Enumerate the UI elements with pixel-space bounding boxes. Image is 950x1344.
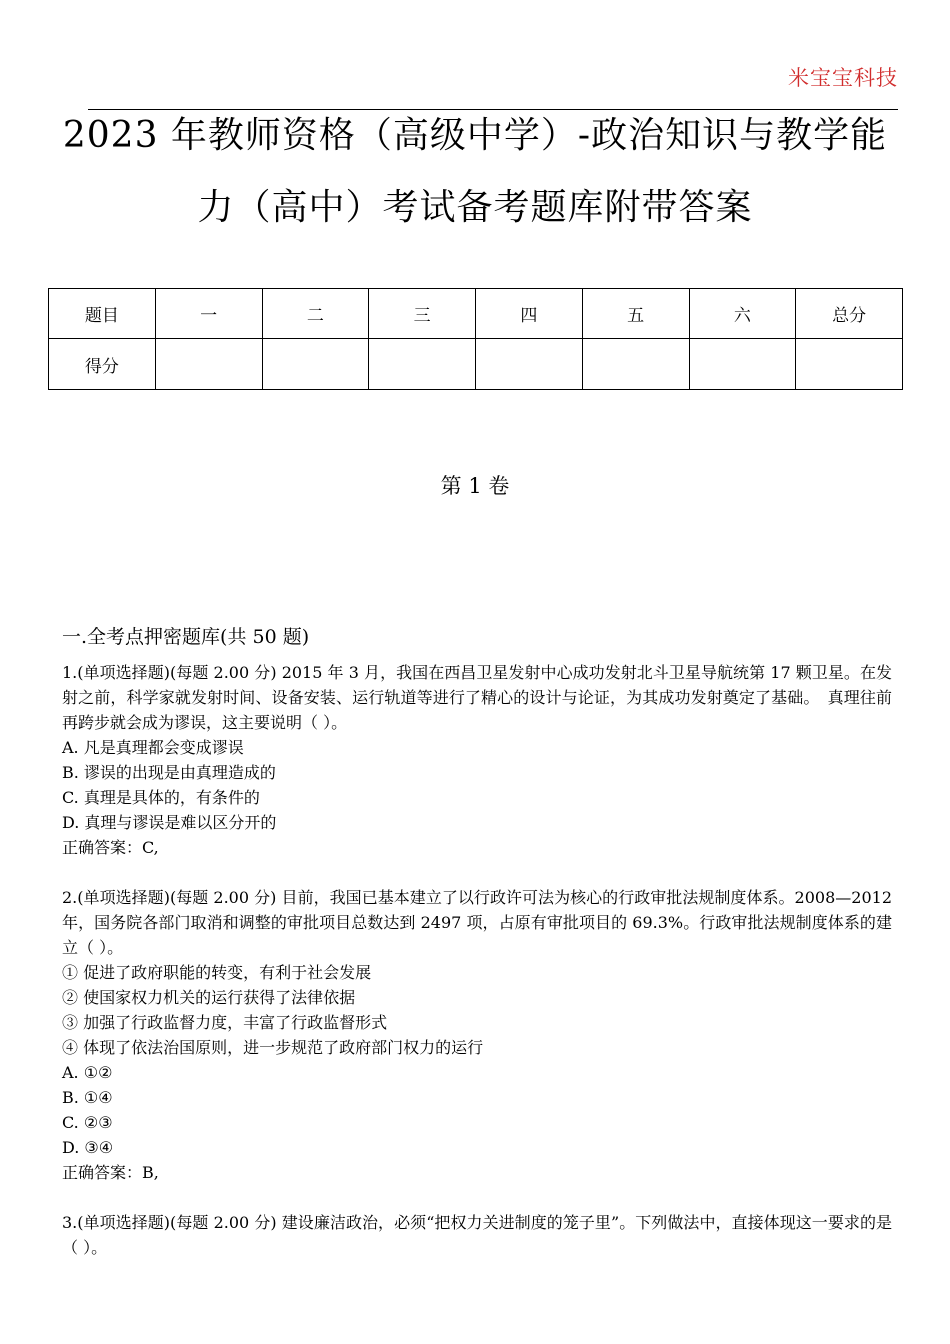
score-table-header-cell: 五 — [582, 289, 689, 339]
score-cell — [796, 339, 903, 390]
question-item — [62, 660, 892, 860]
volume-heading: 第 1 卷 — [440, 474, 510, 498]
page-title-line-2: 力（高中）考试备考题库附带答案 — [197, 187, 753, 228]
option-item: B. ①④ — [62, 1088, 113, 1107]
score-table — [48, 288, 903, 390]
score-table-header-row — [49, 289, 903, 339]
header-rule — [88, 109, 898, 110]
score-table-header-cell: 四 — [476, 289, 583, 339]
question-stem: 3.(单项选择题)(每题 2.00 分) 建设廉洁政治，必须“把权力关进制度的笼子里”。下列做法中，直接体现这一要求的是（ ）。 — [62, 1213, 892, 1257]
score-cell — [476, 339, 583, 390]
statement-item: ④ 体现了依法治国原则，进一步规范了政府部门权力的运行 — [62, 1038, 484, 1057]
score-cell — [689, 339, 796, 390]
brand-label: 米宝宝科技 — [788, 66, 898, 90]
score-table-row-label: 得分 — [49, 339, 156, 390]
option-item: C. 真理是具体的，有条件的 — [62, 788, 260, 807]
statement-item: ② 使国家权力机关的运行获得了法律依据 — [62, 988, 356, 1007]
score-table-header-cell: 题目 — [49, 289, 156, 339]
score-cell — [262, 339, 369, 390]
answer-text: 正确答案：C, — [62, 838, 159, 857]
question-stem: 2.(单项选择题)(每题 2.00 分) 目前，我国已基本建立了以行政许可法为核心的行政审批法规制度体系。2008—2012 年，国务院各部门取消和调整的审批项目总数达到 2497 项，占原有审批项目的 69.3%。行政审批法规制度体系的建立（ ）。 — [62, 888, 892, 957]
option-item: A. ①② — [62, 1063, 113, 1082]
question-item — [62, 1210, 892, 1260]
option-item: C. ②③ — [62, 1113, 113, 1132]
section-title: 一.全考点押密题库(共 50 题) — [62, 626, 310, 648]
option-item: B. 谬误的出现是由真理造成的 — [62, 763, 276, 782]
score-table-header-cell: 一 — [155, 289, 262, 339]
score-table-header-cell: 二 — [262, 289, 369, 339]
score-cell — [155, 339, 262, 390]
question-item — [62, 885, 892, 1185]
score-cell — [369, 339, 476, 390]
option-item: D. ③④ — [62, 1138, 114, 1157]
score-table-header-cell: 三 — [369, 289, 476, 339]
score-table-header-cell: 总分 — [796, 289, 903, 339]
question-list — [62, 660, 892, 1260]
option-item: A. 凡是真理都会变成谬误 — [62, 738, 244, 757]
option-item: D. 真理与谬误是难以区分开的 — [62, 813, 277, 832]
page-title-line-1: 2023 年教师资格（高级中学）-政治知识与教学能 — [62, 115, 888, 156]
score-cell — [582, 339, 689, 390]
score-table-header-cell: 六 — [689, 289, 796, 339]
statement-item: ① 促进了政府职能的转变，有利于社会发展 — [62, 963, 372, 982]
answer-text: 正确答案：B, — [62, 1163, 159, 1182]
statement-item: ③ 加强了行政监督力度，丰富了行政监督形式 — [62, 1013, 388, 1032]
score-table-score-row — [49, 339, 903, 390]
question-stem: 1.(单项选择题)(每题 2.00 分) 2015 年 3 月，我国在西昌卫星发射中心成功发射北斗卫星导航统第 17 颗卫星。在发射之前，科学家就发射时间、设备安装、运行轨道等进行了精心的设计与论证，为其成功发射奠定了基础。 真理往前再跨步就会成为谬误，这主要说明（ ）。 — [62, 663, 892, 732]
